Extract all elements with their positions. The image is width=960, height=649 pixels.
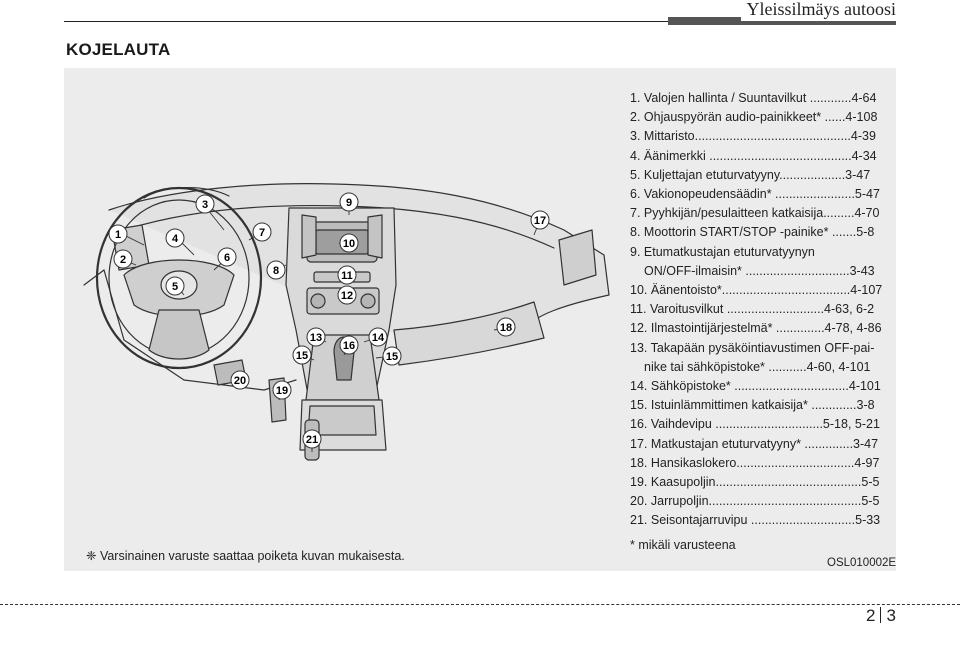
legend-item: 6. Vakionopeudensäädin* .......................5-47 bbox=[630, 187, 880, 202]
legend-item: 19. Kaasupoljin..........................................5-5 bbox=[630, 475, 880, 490]
svg-text:11: 11 bbox=[341, 270, 353, 282]
legend-item: 13. Takapään pysäköintiavustimen OFF-pai- nike tai sähköpistoke* ...........4-60, 4-101 bbox=[630, 339, 892, 377]
svg-text:5: 5 bbox=[171, 281, 179, 293]
svg-text:13: 13 bbox=[309, 332, 323, 344]
svg-text:8: 8 bbox=[272, 265, 280, 277]
svg-text:18: 18 bbox=[499, 322, 513, 334]
callout-17 bbox=[531, 211, 549, 229]
legend-item: 14. Sähköpistoke* .................................4-101 bbox=[630, 379, 881, 394]
callout-10 bbox=[340, 234, 358, 252]
legend-item: 2. Ohjauspyörän audio-painikkeet* ......4-108 bbox=[630, 110, 878, 125]
asterisk-note: * mikäli varusteena bbox=[630, 538, 736, 552]
svg-text:2: 2 bbox=[119, 254, 127, 266]
legend-item: 11. Varoitusvilkut ............................4-63, 6-2 bbox=[630, 302, 875, 317]
callout-20 bbox=[231, 371, 249, 389]
svg-text:15: 15 bbox=[385, 351, 399, 363]
callout-4 bbox=[166, 229, 184, 247]
callout-14 bbox=[369, 328, 387, 346]
legend-item: 20. Jarrupoljin............................................5-5 bbox=[630, 494, 880, 509]
page-index: 3 bbox=[886, 606, 896, 625]
legend-item: 8. Moottorin START/STOP -painike* .......5-8 bbox=[630, 225, 875, 240]
callout-21 bbox=[303, 430, 321, 448]
callout-18 bbox=[497, 318, 515, 336]
page-number bbox=[866, 606, 896, 626]
svg-text:14: 14 bbox=[371, 332, 385, 344]
legend-item: 1. Valojen hallinta / Suuntavilkut ............4-64 bbox=[630, 91, 877, 105]
svg-text:10: 10 bbox=[342, 238, 356, 250]
svg-text:12: 12 bbox=[340, 290, 354, 302]
callout-15-left bbox=[293, 346, 311, 364]
callout-7 bbox=[253, 223, 271, 241]
svg-text:17: 17 bbox=[533, 215, 547, 227]
legend-item-continuation: nike tai sähköpistoke* ...........4-60, 4-101 bbox=[644, 359, 871, 374]
callout-5 bbox=[166, 277, 184, 295]
illustration-footnote: ❈ Varsinainen varuste saattaa poiketa kuvan mukaisesta. bbox=[86, 549, 405, 563]
page-header-title: Yleissilmäys autoosi bbox=[741, 0, 897, 21]
image-code: OSL010002E bbox=[827, 557, 897, 569]
svg-text:4: 4 bbox=[171, 233, 179, 245]
footer-dashed-rule bbox=[0, 604, 960, 605]
callout-3 bbox=[196, 195, 214, 213]
legend-item-continuation: ON/OFF-ilmaisin* ..............................3-43 bbox=[644, 263, 875, 278]
callout-1 bbox=[109, 225, 127, 243]
callout-19 bbox=[273, 381, 291, 399]
legend-item: 12. Ilmastointijärjestelmä* ..............4-78, 4-86 bbox=[630, 321, 882, 336]
svg-text:19: 19 bbox=[275, 385, 289, 397]
svg-text:21: 21 bbox=[305, 434, 319, 446]
legend-item: 4. Äänimerkki .........................................4-34 bbox=[630, 148, 877, 163]
section-title: KOJELAUTA bbox=[66, 40, 171, 59]
svg-text:16: 16 bbox=[342, 340, 356, 352]
legend-item: 7. Pyyhkijän/pesulaitteen katkaisija.........4-70 bbox=[630, 206, 880, 221]
legend-item: 15. Istuinlämmittimen katkaisija* .............3-8 bbox=[630, 398, 875, 413]
callout-2 bbox=[114, 250, 132, 268]
svg-text:1: 1 bbox=[114, 229, 122, 241]
callout-6 bbox=[218, 248, 236, 266]
svg-text:3: 3 bbox=[201, 199, 209, 211]
legend-item: 5. Kuljettajan etuturvatyyny...................3-47 bbox=[630, 167, 871, 182]
svg-text:15: 15 bbox=[295, 350, 309, 362]
callout-13 bbox=[307, 328, 325, 346]
callout-8 bbox=[267, 261, 285, 279]
page-number-divider bbox=[880, 607, 881, 623]
callout-11 bbox=[338, 266, 356, 284]
legend-item: 3. Mittaristo.............................................4-39 bbox=[630, 129, 876, 144]
callout-15-right bbox=[383, 347, 401, 365]
svg-text:7: 7 bbox=[258, 227, 266, 239]
legend-item: 18. Hansikaslokero..................................4-97 bbox=[630, 455, 880, 470]
callout-12 bbox=[338, 286, 356, 304]
legend-item: 21. Seisontajarruvipu ..............................5-33 bbox=[630, 513, 881, 528]
legend-list bbox=[630, 89, 892, 531]
dashboard-illustration bbox=[64, 80, 624, 480]
svg-text:6: 6 bbox=[223, 252, 231, 264]
legend-item: 9. Etumatkustajan etuturvatyynyn ON/OFF-ilmaisin* ..............................3-43 bbox=[630, 243, 892, 281]
legend-item: 10. Äänentoisto*.....................................4-107 bbox=[630, 283, 883, 298]
page-chapter: 2 bbox=[866, 606, 876, 625]
svg-text:20: 20 bbox=[233, 375, 247, 387]
callout-9 bbox=[340, 193, 358, 211]
legend-item: 16. Vaihdevipu ...............................5-18, 5-21 bbox=[630, 417, 880, 432]
callout-16 bbox=[340, 336, 358, 354]
svg-text:9: 9 bbox=[345, 197, 353, 209]
legend-item: 17. Matkustajan etuturvatyyny* ..............3-47 bbox=[630, 436, 879, 451]
